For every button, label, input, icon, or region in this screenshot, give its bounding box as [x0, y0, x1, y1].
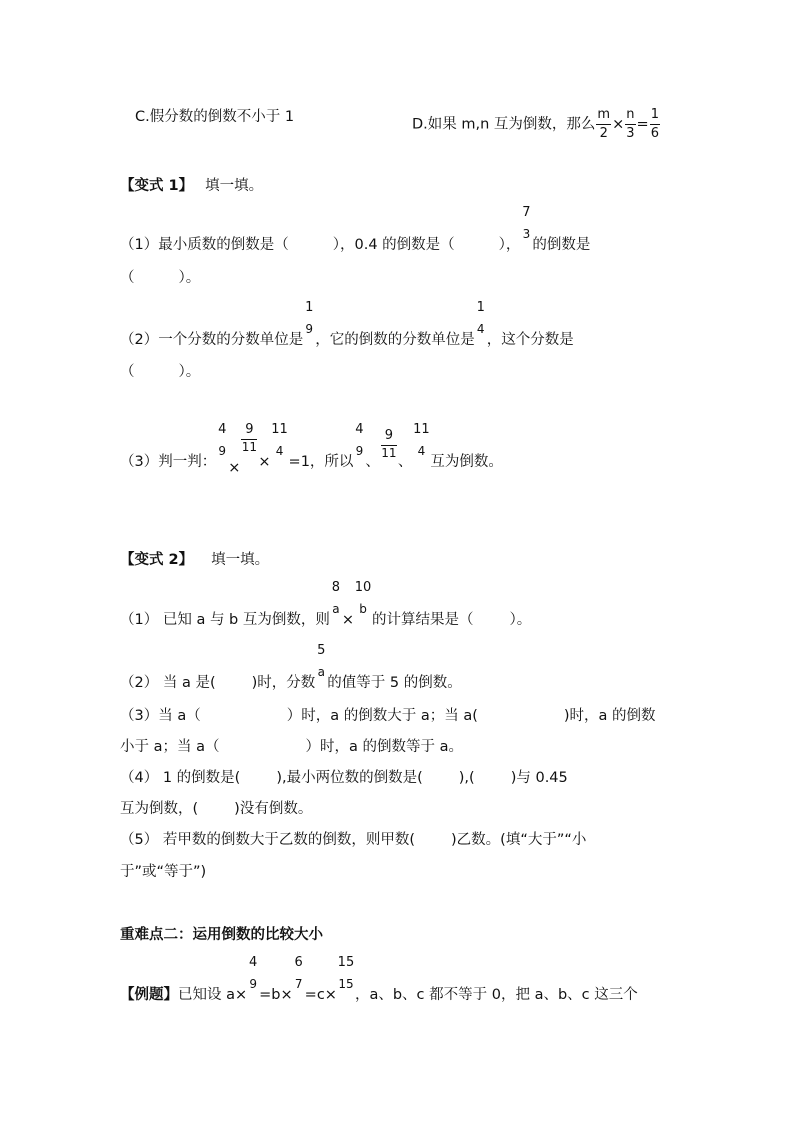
fraction: 11 4 [271, 422, 288, 458]
variant-1-task: 填一填。 [205, 178, 264, 194]
option-c: C.假分数的倒数不小于 1 [135, 109, 295, 125]
fraction: 15 15 [337, 955, 355, 991]
v1-question-3: （3）判一判： 4 9 × $\frac{9}{11}$ × 11 4 =1，所以 4 9 、 $\frac{9}{11}$ 、 11 4 互为倒数。 [120, 422, 503, 476]
variant-2-heading [120, 550, 269, 570]
v2-question-1: （1） 已知 a 与 b 互为倒数，则 8 a × 10 b 的计算结果是（ ）。 [120, 580, 532, 628]
example-line: 【例题】已知设 a× 4 9 =b× 6 7 =c× 15 15 ，a、b、c 都不等于 0，把 a、b、c 这三个 [120, 955, 638, 1003]
v2-question-3: （3）当 a（ ）时，a 的倒数大于 a；当 a( )时，a 的倒数 [120, 708, 656, 724]
v2-question-4: （4） 1 的倒数是( ),最小两位数的倒数是( ),( )与 0.45 [120, 770, 568, 786]
v1-question-2: （2）一个分数的分数单位是 1 9 ，它的倒数的分数单位是 1 4 ，这个分数是 [120, 300, 574, 348]
section-2-heading: 重难点二：运用倒数的比较大小 [120, 927, 323, 943]
variant-1-title: 【变式 1】 [120, 178, 194, 194]
fraction: $\frac{n}{3}$ [626, 107, 635, 141]
v1-question-2-cont: （ ）。 [120, 364, 201, 380]
example-label: 【例题】 [120, 987, 178, 1003]
v2-question-5: （5） 若甲数的倒数大于乙数的倒数，则甲数( )乙数。(填“大于”“小 [120, 832, 587, 848]
option-d: D.如果 m,n 互为倒数，那么 $\frac{m}{2}$ × $\frac{n}{3}$ = $\frac{1}{6}$ [412, 107, 659, 141]
variant-2-task: 填一填。 [211, 552, 270, 568]
fraction: $\frac{9}{11}$ [381, 428, 397, 460]
variant-1-heading [120, 176, 263, 196]
v2-question-4-cont: 互为倒数，( )没有倒数。 [120, 801, 313, 817]
fraction: 6 7 [294, 955, 303, 991]
fraction: $\frac{9}{11}$ [241, 422, 258, 454]
fraction: 4 9 [218, 422, 227, 458]
fraction: 1 4 [476, 300, 485, 336]
v2-question-5-cont: 于”或“等于”) [120, 864, 207, 880]
fraction: 4 9 [249, 955, 258, 991]
fraction: 10 b [354, 580, 372, 616]
v1-question-1: （1）最小质数的倒数是（ ），0.4 的倒数是（ ）， 7 3 的倒数是 [120, 205, 591, 253]
v2-question-3-cont: 小于 a；当 a（ ）时，a 的倒数等于 a。 [120, 739, 463, 755]
fraction: 1 9 [305, 300, 314, 336]
fraction: $\frac{1}{6}$ [650, 107, 659, 141]
fraction: 8 a [331, 580, 341, 616]
option-d-text: D.如果 m,n 互为倒数，那么 [412, 116, 596, 133]
fraction: 11 4 [413, 422, 430, 458]
variant-2-title: 【变式 2】 [120, 552, 194, 568]
fraction: $\frac{m}{2}$ [597, 107, 611, 141]
fraction: 4 9 [355, 422, 364, 458]
v1-question-1-cont: （ ）。 [120, 270, 201, 286]
fraction: 5 a [317, 643, 326, 679]
fraction: 7 3 [522, 205, 531, 241]
v2-question-2: （2） 当 a 是( )时，分数 5 a 的值等于 5 的倒数。 [120, 643, 462, 691]
